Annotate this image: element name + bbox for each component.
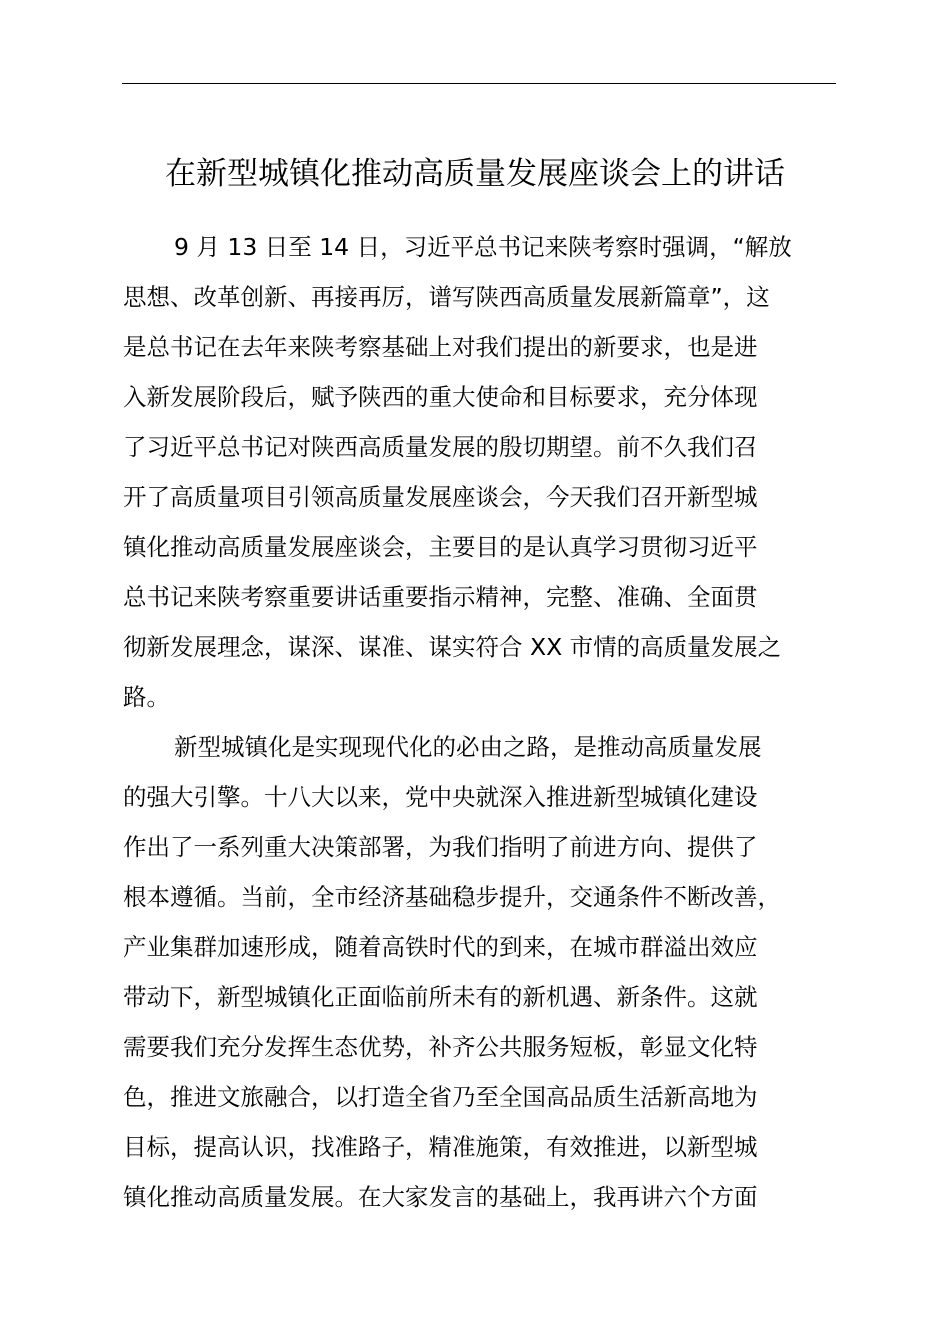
- document-body: [123, 222, 863, 1222]
- paragraph-line: 入新发展阶段后，赋予陕西的重大使命和目标要求，充分体现: [123, 383, 758, 411]
- paragraph-line: 思想、改革创新、再接再厉，谱写陕西高质量发展新篇章”，这: [123, 283, 770, 311]
- paragraph-line: 是总书记在去年来陕考察基础上对我们提出的新要求，也是进: [123, 333, 758, 361]
- paragraph-line: 带动下，新型城镇化正面临前所未有的新机遇、新条件。这就: [123, 983, 758, 1011]
- document-title: 在新型城镇化推动高质量发展座谈会上的讲话: [165, 156, 785, 192]
- paragraph-line: 目标，提高认识，找准路子，精准施策，有效推进，以新型城: [123, 1133, 758, 1161]
- paragraph-line: 作出了一系列重大决策部署，为我们指明了前进方向、提供了: [123, 833, 758, 861]
- paragraph-line: 路。: [123, 683, 170, 711]
- paragraph-line: 产业集群加速形成，随着高铁时代的到来，在城市群溢出效应: [123, 933, 758, 961]
- header-rule: [122, 83, 836, 84]
- paragraph-line: 总书记来陕考察重要讲话重要指示精神，完整、准确、全面贯: [123, 583, 758, 611]
- paragraph-line: 9 月 13 日至 14 日，习近平总书记来陕考察时强调，“解放: [174, 233, 792, 261]
- paragraph-line: 镇化推动高质量发展座谈会，主要目的是认真学习贯彻习近平: [123, 533, 758, 561]
- paragraph-line: 新型城镇化是实现现代化的必由之路，是推动高质量发展: [174, 733, 762, 761]
- paragraph-line: 色，推进文旅融合，以打造全省乃至全国高品质生活新高地为: [123, 1083, 758, 1111]
- paragraph-line: 根本遵循。当前，全市经济基础稳步提升，交通条件不断改善，: [123, 883, 781, 911]
- paragraph-line: 的强大引擎。十八大以来，党中央就深入推进新型城镇化建设: [123, 783, 758, 811]
- paragraph-line: 了习近平总书记对陕西高质量发展的殷切期望。前不久我们召: [123, 433, 758, 461]
- paragraph-line: 开了高质量项目引领高质量发展座谈会，今天我们召开新型城: [123, 483, 758, 511]
- paragraph-line: 彻新发展理念，谋深、谋准、谋实符合 XX 市情的高质量发展之: [123, 633, 782, 661]
- paragraph-line: 需要我们充分发挥生态优势，补齐公共服务短板，彰显文化特: [123, 1033, 758, 1061]
- paragraph-line: 镇化推动高质量发展。在大家发言的基础上，我再讲六个方面: [123, 1183, 758, 1211]
